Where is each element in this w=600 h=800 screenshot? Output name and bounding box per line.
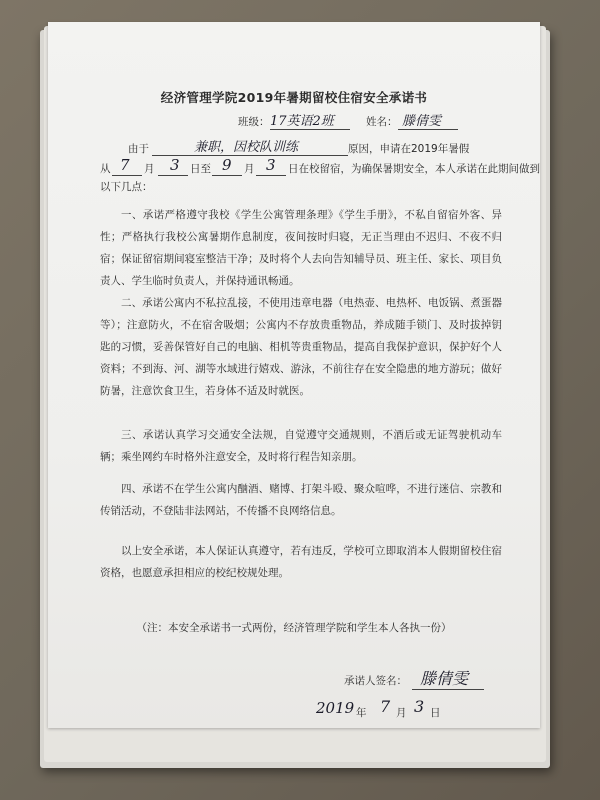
reason-suffix: 原因，申请在2019年暑假 <box>348 143 470 155</box>
paragraph-2: 二、承诺公寓内不私拉乱接，不使用违章电器（电热壶、电热杯、电饭锅、煮蛋器等）；注意防火，不在宿舍吸烟；公寓内不存放贵重物品，养成随手锁门、及时拔掉钥匙的习惯，妥善保管好自己的电脑、相机等贵重物品，提高自我保护意识，保护好个人资料；不到海、河、湖等水域进行嬉戏、游泳，不前往存在安全隐患的地方游玩；做好防暑，注意饮食卫生，若身体不适及时就医。 <box>100 297 502 397</box>
from-month: 7 <box>120 156 130 174</box>
paragraph-5: 以上安全承诺，本人保证认真遵守，若有违反，学校可立即取消本人假期留校住宿资格，也愿意承担相应的校纪校规处理。 <box>100 545 502 579</box>
year-label: 年 <box>356 707 367 719</box>
class-label: 班级： <box>238 116 270 128</box>
to-label: 日至 <box>190 163 211 175</box>
from-prefix: 从 <box>100 163 111 175</box>
sign-day: 3 <box>414 697 425 716</box>
signature-underline <box>412 689 484 690</box>
class-value: 17英语2班 <box>270 114 334 129</box>
date-suffix: 日在校留宿，为确保暑期安全，本人承诺在此期间做到 <box>288 163 540 175</box>
day-label: 日 <box>430 707 441 719</box>
from-day: 3 <box>170 156 180 174</box>
reason-value: 兼职，因校队训练 <box>194 140 299 155</box>
intro-end: 以下几点： <box>100 181 153 193</box>
to-month-label: 月 <box>244 163 255 175</box>
from-day-underline <box>158 175 188 176</box>
name-label: 姓名： <box>366 116 398 128</box>
reason-prefix: 由于 <box>128 143 149 155</box>
from-month-underline <box>112 175 142 176</box>
name-underline <box>398 129 458 130</box>
class-underline <box>270 129 350 130</box>
name-value: 滕倩雯 <box>402 114 442 129</box>
sign-year: 2019 <box>316 699 355 717</box>
signature-label: 承诺人签名： <box>344 675 407 687</box>
to-day: 3 <box>266 156 276 174</box>
commitment-sheet <box>48 22 540 728</box>
month-label: 月 <box>144 163 155 175</box>
sign-month: 7 <box>380 697 391 716</box>
reason-underline <box>152 155 348 156</box>
document-title: 经济管理学院2019年暑期留校住宿安全承诺书 <box>160 90 428 105</box>
signature-value: 滕倩雯 <box>420 669 469 688</box>
paragraph-3: 三、承诺认真学习交通安全法规，自觉遵守交通规则，不酒后或无证驾驶机动车辆；乘坐网约车时格外注意安全，及时将行程告知亲朋。 <box>100 429 502 463</box>
to-day-underline <box>256 175 286 176</box>
copies-note: （注：本安全承诺书一式两份，经济管理学院和学生本人各执一份） <box>136 622 452 634</box>
paragraph-1: 一、承诺严格遵守我校《学生公寓管理条理》《学生手册》，不私自留宿外客、异性；严格执行我校公寓暑期作息制度，夜间按时归寝，无正当理由不迟归、不夜不归宿；保证留宿期间寝室整洁干净；及时将个人去向告知辅导员、班主任、家长、项目负责人、学生临时负责人，并保持通讯畅通。 <box>100 209 502 287</box>
paragraph-4: 四、承诺不在学生公寓内酗酒、赌博、打架斗殴、聚众喧哗，不进行迷信、宗教和传销活动，不登陆非法网站，不传播不良网络信息。 <box>100 483 502 517</box>
sign-month-label: 月 <box>396 707 407 719</box>
to-month: 9 <box>222 156 232 174</box>
to-month-underline <box>212 175 242 176</box>
